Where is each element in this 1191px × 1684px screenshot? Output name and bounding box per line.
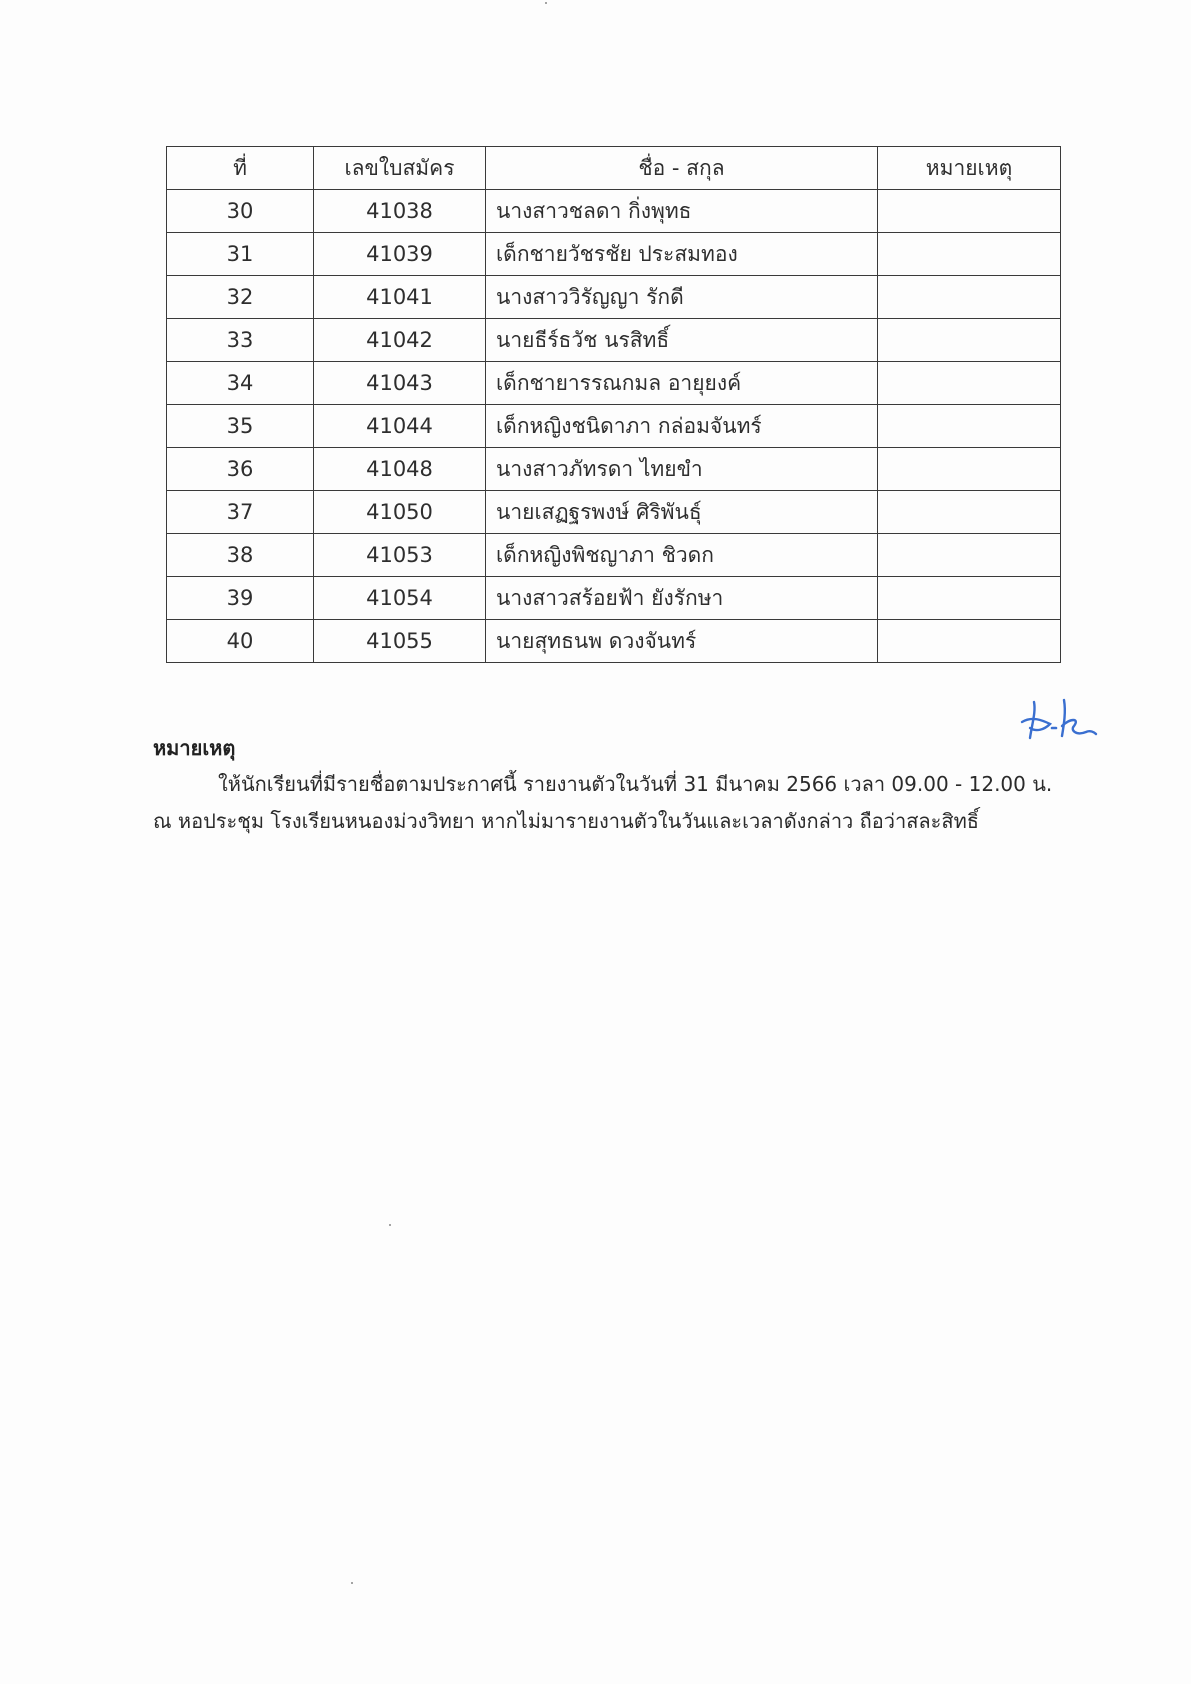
header-no: ที่	[167, 147, 314, 190]
remark-cell	[878, 491, 1061, 534]
table-row	[167, 190, 1061, 233]
table-row	[167, 405, 1061, 448]
signature	[1020, 694, 1100, 744]
remark-cell	[878, 362, 1061, 405]
student-name-cell: เด็กหญิงชนิดาภา กล่อมจันทร์	[486, 405, 878, 448]
table-body	[167, 190, 1061, 663]
application-number-cell: 41053	[314, 534, 486, 577]
student-name-cell: นางสาวสร้อยฟ้า ยังรักษา	[486, 577, 878, 620]
student-name-cell: นางสาวชลดา กิ่งพุทธ	[486, 190, 878, 233]
header-name: ชื่อ - สกุล	[486, 147, 878, 190]
row-number-cell: 34	[167, 362, 314, 405]
scan-speck	[389, 1224, 391, 1226]
header-remark: หมายเหตุ	[878, 147, 1061, 190]
application-number-cell: 41044	[314, 405, 486, 448]
table-row	[167, 491, 1061, 534]
remark-text-line-1: ให้นักเรียนที่มีรายชื่อตามประกาศนี้ รายงานตัวในวันที่ 31 มีนาคม 2566 เวลา 09.00 - 12.00 น.	[218, 772, 1053, 796]
remark-cell	[878, 233, 1061, 276]
application-number-cell: 41039	[314, 233, 486, 276]
remark-cell	[878, 276, 1061, 319]
row-number-cell: 36	[167, 448, 314, 491]
student-name-cell: นางสาววิรัญญา รักดี	[486, 276, 878, 319]
remark-cell	[878, 448, 1061, 491]
application-number-cell: 41042	[314, 319, 486, 362]
student-name-cell: นายเสฏฐรพงษ์ ศิริพันธุ์	[486, 491, 878, 534]
remark-cell	[878, 620, 1061, 663]
application-number-cell: 41041	[314, 276, 486, 319]
table-row	[167, 319, 1061, 362]
table-row	[167, 233, 1061, 276]
row-number-cell: 38	[167, 534, 314, 577]
student-name-cell: เด็กหญิงพิชญาภา ชิวดก	[486, 534, 878, 577]
table-row	[167, 276, 1061, 319]
student-name-cell: นางสาวภัทรดา ไทยขำ	[486, 448, 878, 491]
remark-cell	[878, 534, 1061, 577]
remark-cell	[878, 405, 1061, 448]
application-number-cell: 41054	[314, 577, 486, 620]
student-name-cell: นายธีร์ธวัช นรสิทธิ์	[486, 319, 878, 362]
student-roster-table	[166, 146, 1061, 663]
remark-heading: หมายเหตุ	[153, 736, 236, 760]
application-number-cell: 41048	[314, 448, 486, 491]
row-number-cell: 33	[167, 319, 314, 362]
application-number-cell: 41038	[314, 190, 486, 233]
row-number-cell: 35	[167, 405, 314, 448]
student-name-cell: เด็กชายวัชรชัย ประสมทอง	[486, 233, 878, 276]
row-number-cell: 30	[167, 190, 314, 233]
remark-cell	[878, 319, 1061, 362]
row-number-cell: 32	[167, 276, 314, 319]
row-number-cell: 37	[167, 491, 314, 534]
application-number-cell: 41055	[314, 620, 486, 663]
scan-speck	[351, 1582, 353, 1584]
application-number-cell: 41043	[314, 362, 486, 405]
table-row	[167, 362, 1061, 405]
student-name-cell: นายสุทธนพ ดวงจันทร์	[486, 620, 878, 663]
remark-cell	[878, 577, 1061, 620]
table-row	[167, 534, 1061, 577]
table-row	[167, 577, 1061, 620]
table-row	[167, 448, 1061, 491]
remark-cell	[878, 190, 1061, 233]
remark-text-line-2: ณ หอประชุม โรงเรียนหนองม่วงวิทยา หากไม่มารายงานตัวในวันและเวลาดังกล่าว ถือว่าสละสิทธิ์	[153, 809, 980, 833]
table-header-row	[167, 147, 1061, 190]
row-number-cell: 39	[167, 577, 314, 620]
row-number-cell: 40	[167, 620, 314, 663]
application-number-cell: 41050	[314, 491, 486, 534]
header-application-no: เลขใบสมัคร	[314, 147, 486, 190]
row-number-cell: 31	[167, 233, 314, 276]
scan-speck	[545, 2, 547, 4]
student-name-cell: เด็กชายารรณกมล อายุยงค์	[486, 362, 878, 405]
table-row	[167, 620, 1061, 663]
